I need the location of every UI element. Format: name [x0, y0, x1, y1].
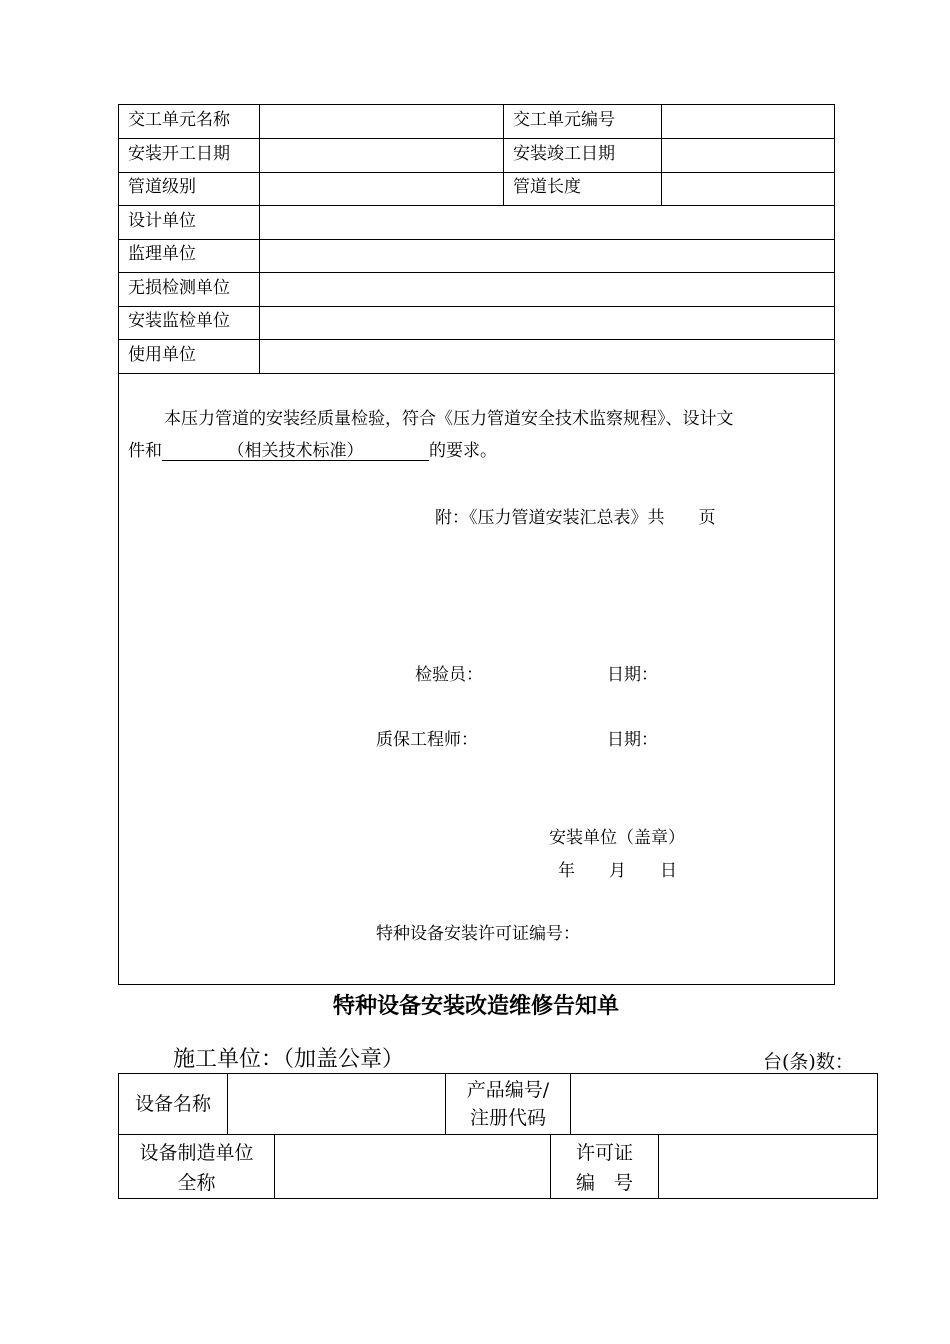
qa-date-label: 日期：: [607, 730, 658, 750]
product-code-label-line-1: 产品编号/: [466, 1079, 550, 1101]
qa-engineer-label: 质保工程师：: [376, 730, 478, 750]
device-name-label: 设备名称: [134, 1093, 211, 1115]
statement-line-2: [128, 441, 497, 461]
value-design-unit[interactable]: [260, 206, 834, 239]
license-number-label: 特种设备安装许可证编号：: [376, 924, 580, 944]
label-design-unit: 设计单位: [128, 211, 196, 231]
license-no-label: [551, 1138, 658, 1198]
product-code-label: [446, 1076, 570, 1132]
value-inspection-unit[interactable]: [260, 307, 834, 339]
label-unit-name: 交工单元名称: [128, 110, 230, 130]
notice-title: 特种设备安装改造维修告知单: [333, 994, 620, 1019]
label-unit-number: 交工单元编号: [513, 110, 615, 130]
product-code-label-line-2: 注册代码: [469, 1107, 546, 1129]
value-unit-name[interactable]: [260, 105, 503, 138]
manufacturer-value[interactable]: [275, 1135, 550, 1198]
statement-suffix: 的要求。: [429, 441, 497, 461]
label-pipe-length: 管道长度: [513, 177, 581, 197]
value-pipe-length[interactable]: [662, 173, 834, 205]
inspector-label: 检验员：: [415, 665, 483, 685]
value-start-date[interactable]: [260, 139, 503, 172]
standard-blank[interactable]: （相关技术标准）: [162, 442, 429, 461]
seal-date: 年 月 日: [558, 861, 677, 881]
label-supervision-unit: 监理单位: [128, 244, 196, 264]
value-completion-date[interactable]: [662, 139, 834, 172]
manufacturer-label: [119, 1138, 274, 1198]
license-no-label-line-1: 许可证: [575, 1142, 633, 1164]
label-pipe-grade: 管道级别: [128, 177, 196, 197]
count-label: 台(条)数：: [763, 1051, 854, 1073]
value-unit-number[interactable]: [662, 105, 834, 138]
value-user-unit[interactable]: [260, 340, 834, 373]
product-code-value[interactable]: [571, 1074, 877, 1134]
label-completion-date: 安装竣工日期: [513, 144, 615, 164]
label-start-date: 安装开工日期: [128, 144, 230, 164]
manufacturer-label-line-1: 设备制造单位: [139, 1142, 254, 1164]
statement-prefix: 件和: [128, 441, 162, 461]
inspector-date-label: 日期：: [607, 665, 658, 685]
constructor-label: 施工单位：（加盖公章）: [173, 1047, 405, 1072]
label-inspection-unit: 安装监检单位: [128, 311, 230, 331]
manufacturer-label-line-2: 全称: [177, 1172, 216, 1194]
attachment-note: 附：《压力管道安装汇总表》共 页: [435, 508, 716, 528]
label-user-unit: 使用单位: [128, 345, 196, 365]
device-name-value[interactable]: [228, 1074, 445, 1134]
label-ndt-unit: 无损检测单位: [128, 278, 230, 298]
value-supervision-unit[interactable]: [260, 240, 834, 272]
seal-label: 安装单位（盖章）: [549, 828, 685, 848]
value-pipe-grade[interactable]: [260, 173, 503, 205]
value-ndt-unit[interactable]: [260, 273, 834, 306]
license-no-label-line-2: 编 号: [575, 1172, 633, 1194]
statement-line-1: 本压力管道的安装经质量检验，符合《压力管道安全技术监察规程》、设计文: [164, 409, 734, 429]
license-no-value[interactable]: [659, 1135, 877, 1198]
